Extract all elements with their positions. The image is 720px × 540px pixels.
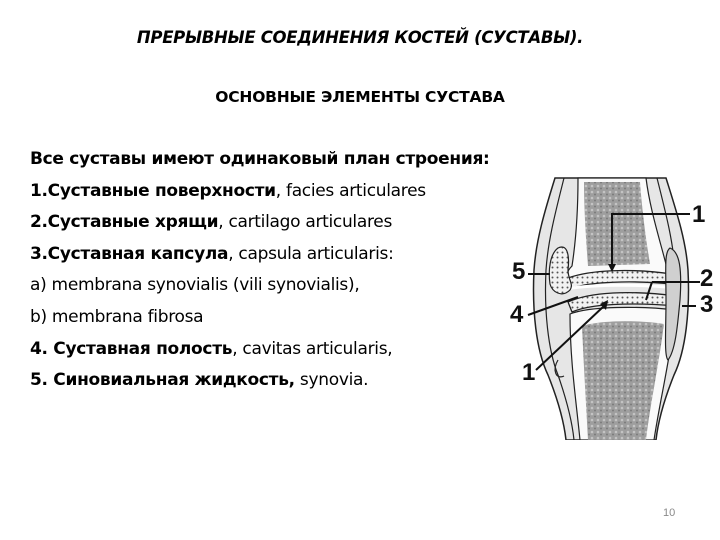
joint-diagram (500, 160, 720, 440)
label-1-bottom: 1 (522, 359, 536, 386)
item-latin: synovia. (294, 370, 369, 391)
joint-elements-list (30, 144, 550, 397)
item-latin: , facies articulares (275, 180, 426, 201)
list-item (30, 239, 550, 271)
slide-subtitle: ОСНОВНЫЕ ЭЛЕМЕНТЫ СУСТАВА (215, 88, 505, 106)
label-5: 5 (512, 258, 526, 285)
item-latin: , cartilago articulares (218, 212, 393, 233)
item-term: 4. Суставная полость (30, 338, 233, 359)
label-1-top: 1 (692, 201, 706, 228)
slide-title: ПРЕРЫВНЫЕ СОЕДИНЕНИЯ КОСТЕЙ (СУСТАВЫ). (136, 28, 584, 47)
item-term: 1.Суставные поверхности (30, 180, 276, 201)
item-term: 2.Суставные хрящи (30, 212, 219, 233)
item-latin: a) membrana synovialis (vili synovialis), (30, 275, 360, 296)
item-latin: , cavitas articularis, (232, 338, 393, 359)
list-item (30, 334, 550, 366)
intro-text: Все суставы имеют одинаковый план строения: (30, 149, 490, 169)
list-item (30, 207, 550, 239)
item-latin: , capsula articularis: (228, 243, 394, 264)
list-subitem (30, 270, 550, 302)
list-item (30, 365, 550, 397)
item-latin: b) membrana fibrosa (30, 306, 204, 327)
synovial-fluid-pouch (549, 247, 571, 294)
label-3: 3 (700, 291, 714, 318)
item-term: 5. Синовиальная жидкость, (30, 370, 295, 391)
list-item (30, 176, 550, 208)
label-2: 2 (700, 265, 714, 292)
item-term: 3.Суставная капсула (30, 243, 229, 264)
label-4: 4 (510, 301, 524, 328)
list-subitem (30, 302, 550, 334)
page-number: 10 (663, 507, 676, 519)
